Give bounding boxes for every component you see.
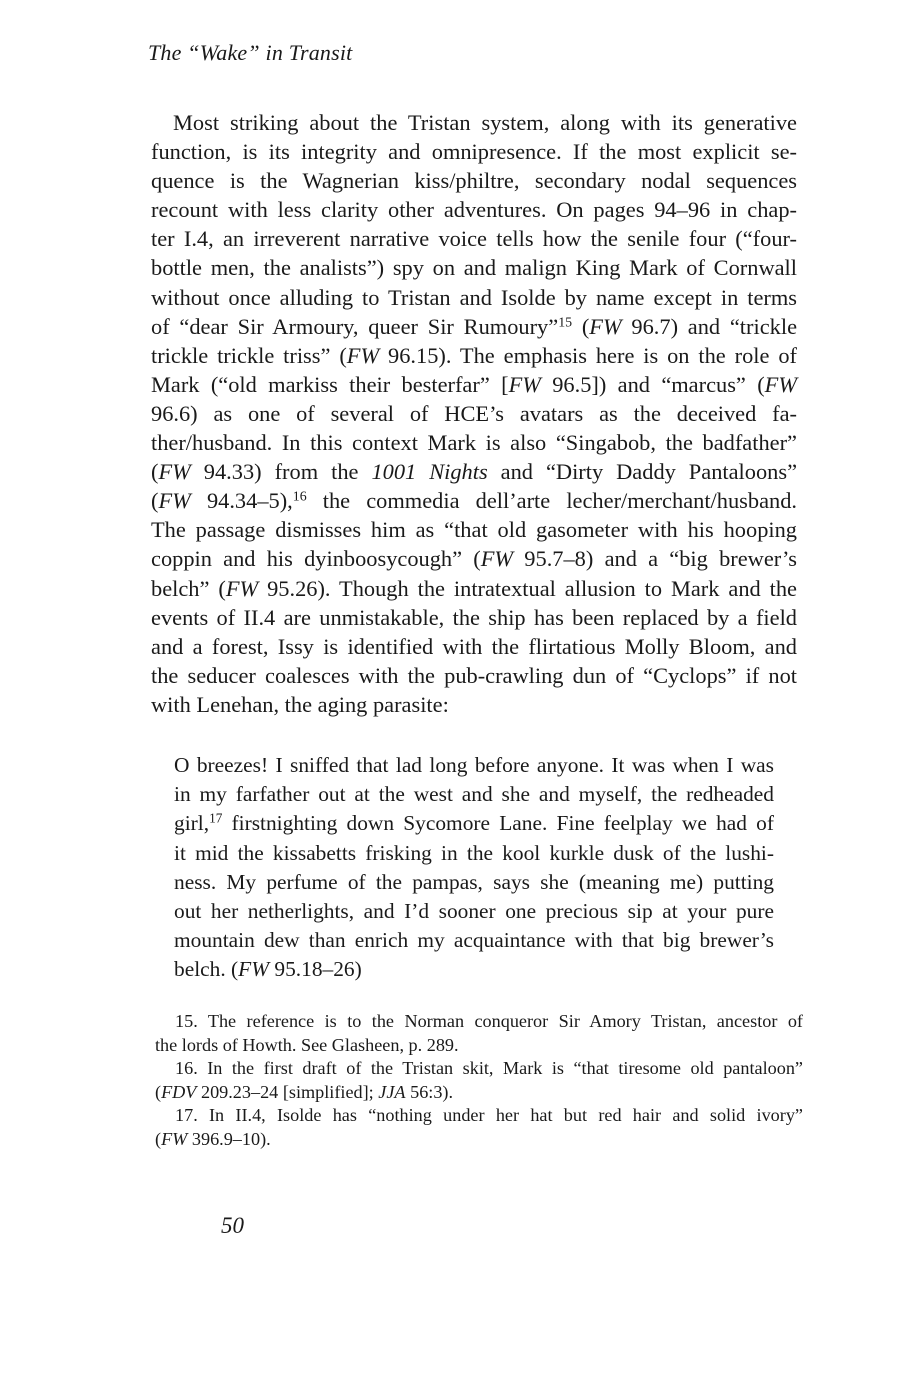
italic-text: FDV — [161, 1081, 197, 1102]
quote-line — [174, 868, 774, 897]
text-run: out her netherlights, and I’d sooner one precious sip at your pure — [174, 898, 774, 923]
body-line — [151, 632, 797, 661]
footnote-marker: 17 — [209, 811, 223, 827]
italic-text: FW — [161, 1128, 188, 1149]
body-line — [151, 370, 797, 399]
text-run: 94.33) from the — [190, 459, 372, 485]
italic-text: FW — [589, 313, 622, 339]
italic-text: FW — [158, 459, 191, 485]
running-head: The “Wake” in Transit — [148, 40, 353, 65]
footnote-line — [155, 1081, 803, 1105]
text-run: events of II.4 are unmistakable, the ship has been replaced by a field — [151, 604, 797, 630]
text-run: function, is its integrity and omnipresence. If the most explicit se- — [151, 139, 797, 165]
text-run: The passage dismisses him as “that old gasometer with his hooping — [151, 517, 797, 543]
text-run: the lords of Howth. See Glasheen, p. 289. — [155, 1034, 459, 1055]
text-run: ( — [155, 1128, 162, 1149]
text-run: girl, — [174, 811, 210, 836]
text-run: trickle trickle triss” ( — [151, 342, 347, 368]
text-run: 16. In the first draft of the Tristan skit, Mark is “that tiresome old pantaloon” — [175, 1058, 803, 1079]
text-run: Most striking about the Tristan system, along with its generative — [173, 110, 797, 135]
text-run: 95.26). Though the intratextual allusion to Mark and the — [258, 575, 797, 601]
text-run: mountain dew than enrich my acquaintance with that big brewer’s — [174, 928, 774, 953]
text-run: 17. In II.4, Isolde has “nothing under her hat but red hair and solid ivory” — [175, 1105, 803, 1126]
italic-text: FW — [508, 371, 541, 397]
text-run: and “Dirty Daddy Pantaloons” — [487, 459, 798, 485]
text-run: the commedia dell’arte lecher/merchant/husband. — [306, 488, 797, 514]
text-run: ( — [151, 459, 159, 485]
body-line — [151, 312, 797, 341]
text-run: 56:3). — [405, 1081, 454, 1102]
italic-text: FW — [158, 488, 191, 514]
body-line — [151, 486, 797, 515]
footnote-line — [155, 1104, 803, 1128]
text-run: 95.7–8) and a “big brewer’s — [513, 546, 797, 572]
body-line — [151, 341, 797, 370]
italic-text: FW — [480, 546, 514, 572]
footnote-line — [155, 1128, 803, 1152]
body-line — [151, 574, 797, 603]
body-line — [151, 195, 797, 224]
footnote-marker: 15 — [558, 315, 573, 331]
body-line — [151, 661, 797, 690]
body-line — [151, 137, 797, 166]
body-line — [151, 283, 797, 312]
text-run: belch. ( — [174, 957, 239, 982]
italic-text: FW — [225, 575, 259, 601]
page-number: 50 — [221, 1213, 244, 1238]
text-run: ther/husband. In this context Mark is also “Singabob, the badfather” — [151, 430, 797, 456]
italic-text: FW — [238, 957, 270, 982]
italic-text: FW — [764, 371, 797, 397]
text-run: of “dear Sir Armoury, queer Sir Rumoury” — [151, 313, 559, 339]
footnote-line — [155, 1010, 803, 1034]
text-run: ter I.4, an irreverent narrative voice tells how the senile four (“four- — [151, 226, 797, 252]
footnotes — [155, 1010, 803, 1152]
quote-line — [174, 751, 774, 780]
body-line — [151, 515, 797, 544]
italic-text: JJA — [378, 1081, 406, 1102]
text-run: ness. My perfume of the pampas, says she (meaning me) putting — [174, 869, 774, 894]
body-line — [151, 428, 797, 457]
block-quote — [174, 751, 774, 985]
text-run: belch” ( — [151, 575, 226, 601]
text-run: ( — [155, 1081, 162, 1102]
body-line — [151, 399, 797, 428]
text-run: 94.34–5), — [190, 488, 293, 514]
text-run: coppin and his dyinboosycough” ( — [151, 546, 481, 572]
footnote-marker: 16 — [292, 489, 307, 505]
body-paragraph — [151, 108, 797, 719]
text-run: without once alluding to Tristan and Isolde by name except in terms — [151, 284, 797, 310]
text-run: 95.18–26) — [269, 957, 362, 982]
body-line — [151, 690, 797, 719]
quote-line — [174, 897, 774, 926]
text-run: 96.5]) and “marcus” ( — [540, 371, 765, 397]
footnote-line — [155, 1034, 803, 1058]
body-line — [151, 224, 797, 253]
quote-line — [174, 955, 774, 984]
footnote-line — [155, 1057, 803, 1081]
text-run: 396.9–10). — [187, 1128, 271, 1149]
text-run: 96.6) as one of several of HCE’s avatars as the deceived fa- — [151, 400, 797, 426]
text-run: 209.23–24 [simplified]; — [196, 1081, 379, 1102]
body-line — [151, 108, 797, 137]
text-run: with Lenehan, the aging parasite: — [151, 691, 449, 717]
text-run: in my farfather out at the west and she and myself, the redheaded — [174, 782, 774, 807]
text-run: firstnighting down Sycomore Lane. Fine feelplay we had of — [222, 811, 774, 836]
italic-text: 1001 Nights — [371, 459, 488, 485]
text-run: Mark (“old markiss their besterfar” [ — [151, 371, 509, 397]
body-line — [151, 603, 797, 632]
italic-text: FW — [346, 342, 380, 368]
text-run: and a forest, Issy is identified with the flirtatious Molly Bloom, and — [151, 633, 797, 659]
text-run: bottle men, the analists”) spy on and malign King Mark of Cornwall — [151, 255, 797, 281]
body-line — [151, 544, 797, 573]
text-run: it mid the kissabetts frisking in the kool kurkle dusk of the lushi- — [174, 840, 774, 865]
text-run: 96.15). The emphasis here is on the role of — [379, 342, 797, 368]
body-line — [151, 457, 797, 486]
quote-line — [174, 780, 774, 809]
quote-line — [174, 839, 774, 868]
text-run: 15. The reference is to the Norman conqueror Sir Amory Tristan, ancestor of — [175, 1011, 803, 1031]
quote-line — [174, 926, 774, 955]
text-run: O breezes! I sniffed that lad long before anyone. It was when I was — [174, 753, 774, 777]
text-run: ( — [572, 313, 590, 339]
text-run: the seducer coalesces with the pub-crawling dun of “Cyclops” if not — [151, 662, 797, 688]
quote-line — [174, 809, 774, 838]
body-line — [151, 166, 797, 195]
text-run: quence is the Wagnerian kiss/philtre, secondary nodal sequences — [151, 168, 797, 194]
body-line — [151, 253, 797, 282]
text-run: ( — [151, 488, 159, 514]
text-run: 96.7) and “trickle — [621, 313, 798, 339]
text-run: recount with less clarity other adventures. On pages 94–96 in chap- — [151, 197, 797, 223]
